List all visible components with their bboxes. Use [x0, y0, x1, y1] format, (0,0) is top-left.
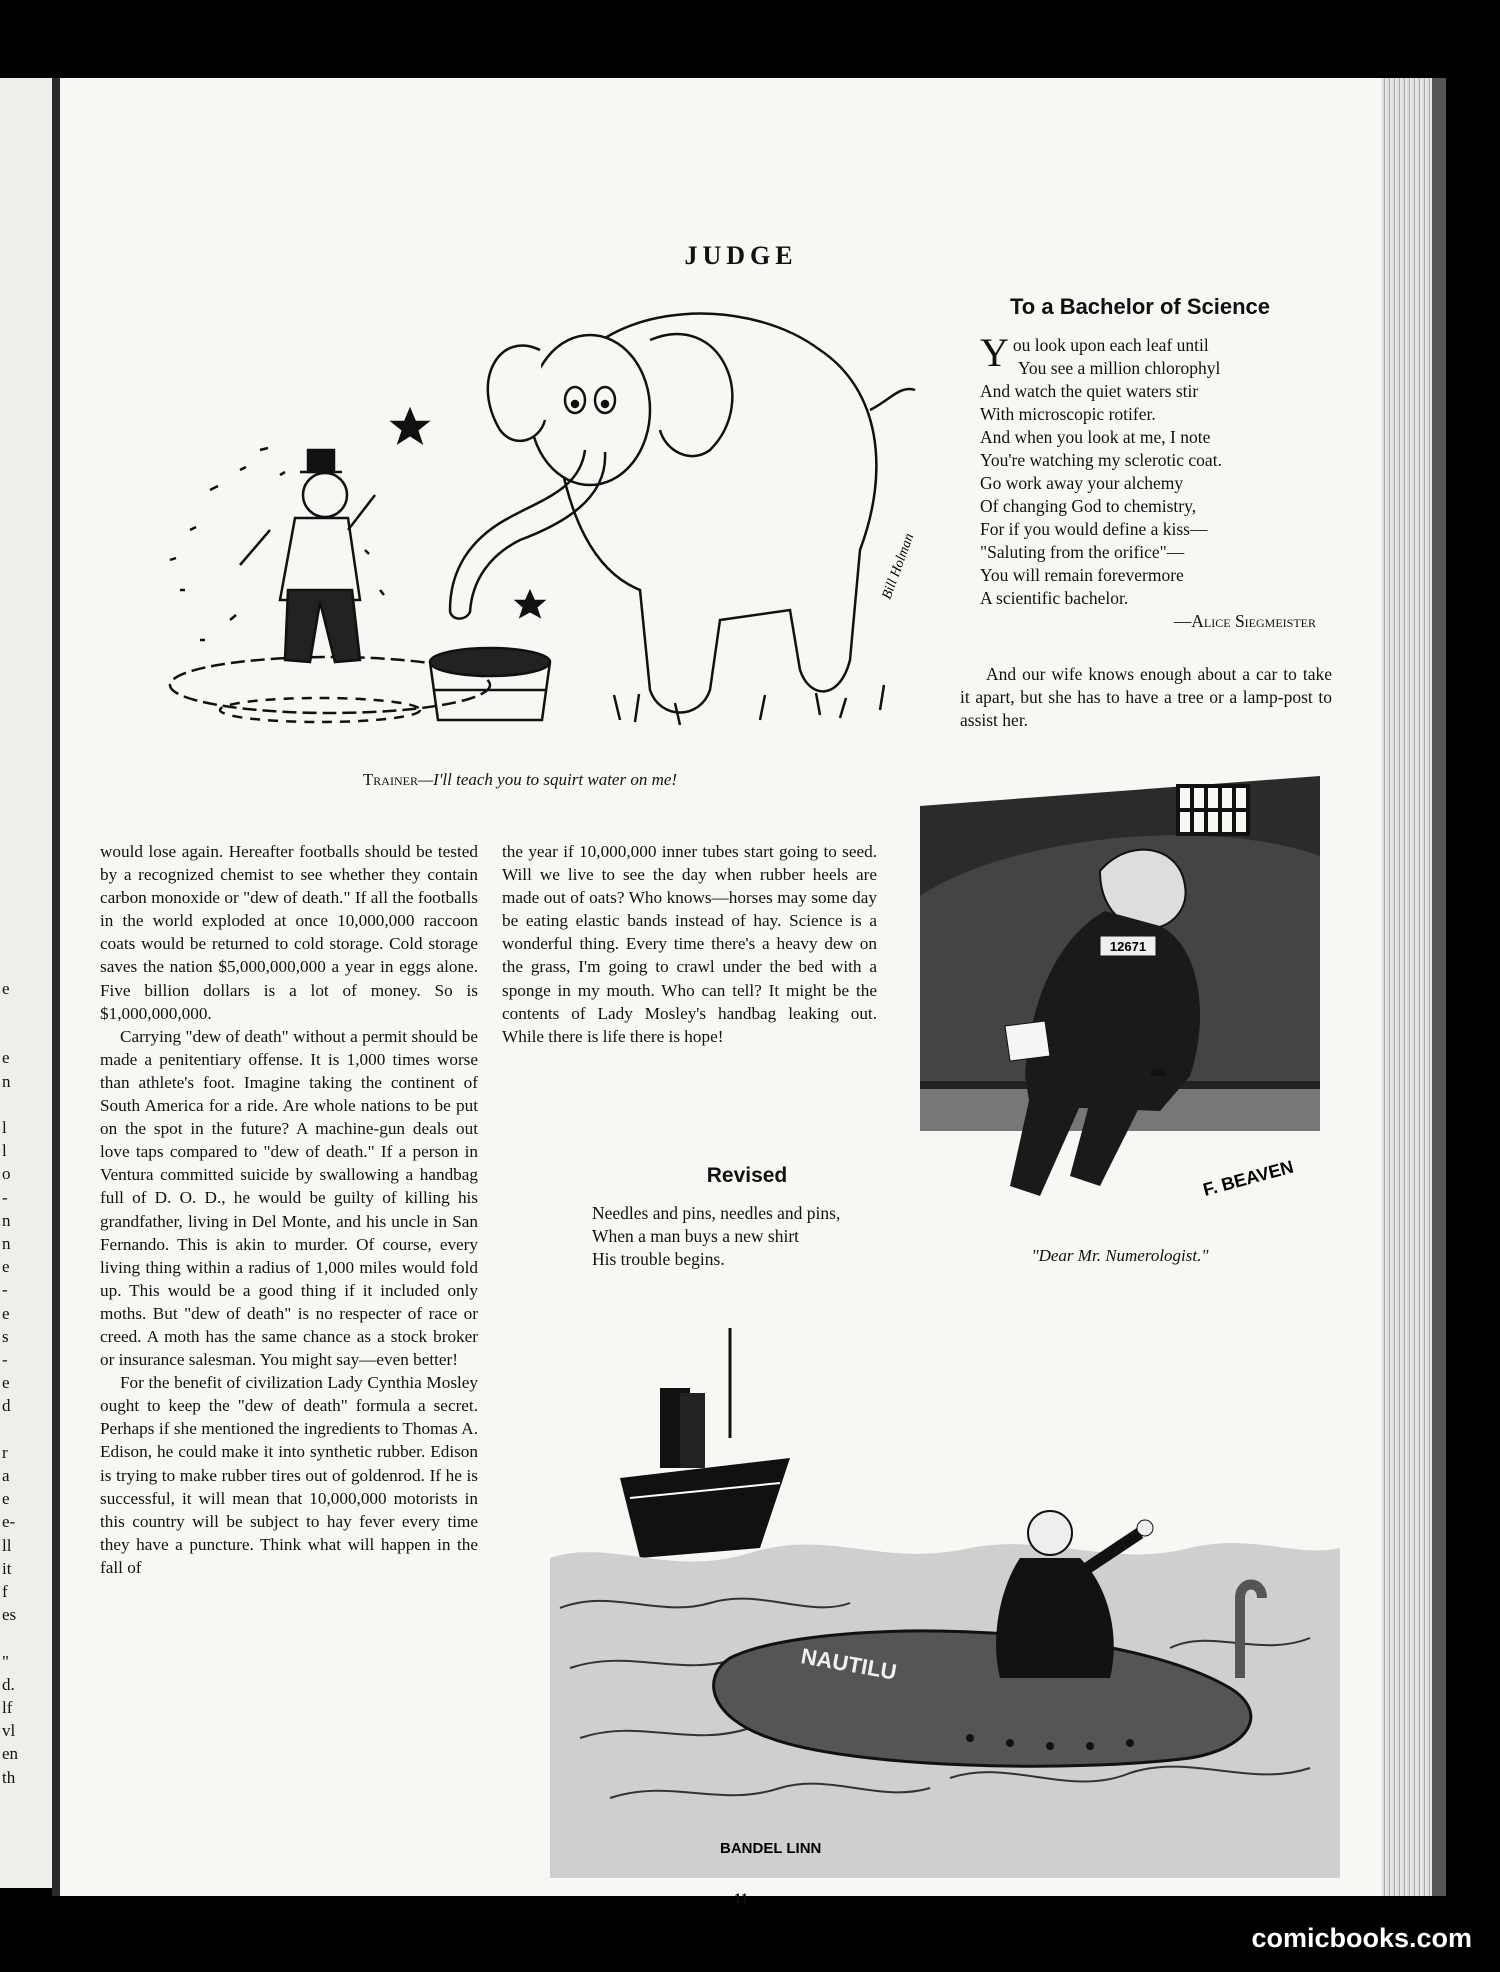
- watermark: comicbooks.com: [1251, 1923, 1472, 1953]
- nautilus-cartoon: [550, 1318, 1340, 1878]
- elephant-illustration: [120, 290, 920, 770]
- poem-author: —Alice Siegmeister: [1173, 611, 1316, 631]
- revised-title: Revised: [706, 1164, 788, 1187]
- revised-poem: [592, 1202, 952, 1271]
- poem-line: And when you look at me, I note: [980, 427, 1211, 447]
- left-page-text-fragment: ll: [2, 1535, 12, 1555]
- left-page-text-fragment: e: [2, 978, 10, 998]
- left-page-text-fragment: es: [2, 1605, 17, 1625]
- left-page-text-fragment: ": [2, 1651, 9, 1671]
- left-page-text-fragment: e: [2, 1257, 10, 1277]
- left-page-text-fragment: e: [2, 1489, 10, 1509]
- elephant-caption: [120, 770, 920, 790]
- left-page-text-fragment: e: [2, 1303, 10, 1323]
- binding-shadow: [1432, 78, 1446, 1896]
- left-page-text-fragment: o: [2, 1164, 11, 1184]
- nautilus-illustration: [550, 1318, 1340, 1878]
- left-page-text-fragment: vl: [2, 1721, 16, 1741]
- poem-line: Of changing God to chemistry,: [980, 496, 1197, 516]
- left-page-text-fragment: s: [2, 1326, 9, 1346]
- poem-title: To a Bachelor of Science: [1009, 294, 1270, 319]
- nautilus-signature: BANDEL LINN: [720, 1840, 822, 1857]
- prisoner-caption: "Dear Mr. Numerologist.": [1031, 1246, 1209, 1265]
- article-paragraph: Carrying "dew of death" without a permit should be made a penitentiary offense. It is 1,000 times worse than athlete's foot. Imagine taking the continent of South America for a ride. Are whole nations to be put on the spot in the future? A machine-gun deals out love taps compared to "dew of death." If a person in Ventura committed suicide by swallowing a handbag full of D. O. D., he would be guilty of killing his grandfather, living in Del Monte, and his uncle in San Fernando. This is akin to murder. Of course, every living thing within a radius of 1,000 miles would fold up. This would be a good thing if it included only moths. But "dew of death" is no respecter of race or creed. A moth has the same chance as a stock broker or insurance salesman. You might say—even better!: [100, 1026, 478, 1370]
- left-page-text-fragment: n: [2, 1071, 11, 1091]
- filler-paragraph: And our wife knows enough about a car to take it apart, but she has to have a tree or a lamp-post to assist her.: [960, 664, 1332, 730]
- masthead: JUDGE: [684, 241, 798, 270]
- poem-line: For if you would define a kiss—: [980, 519, 1208, 539]
- prisoner-cartoon: [910, 776, 1330, 1216]
- left-page-text-fragment: -: [2, 1187, 8, 1207]
- left-page-text-fragment: a: [2, 1466, 10, 1485]
- left-page-text-fragment: -: [2, 1280, 8, 1300]
- left-page-text-fragment: l: [2, 1141, 7, 1161]
- caption-speaker: Trainer: [362, 770, 418, 789]
- article-column-2: [502, 840, 877, 1048]
- left-page-text-fragment: r: [2, 1442, 8, 1462]
- left-page-text-fragment: en: [2, 1744, 19, 1764]
- revised-line: When a man buys a new shirt: [592, 1226, 800, 1246]
- left-page-text-fragment: it: [2, 1558, 12, 1578]
- left-page-text-fragment: l: [2, 1118, 7, 1137]
- prisoner-badge: 12671: [1109, 939, 1147, 954]
- poem-line: You will remain forevermore: [980, 565, 1184, 585]
- left-page-text-fragment: f: [2, 1582, 8, 1601]
- poem-line: With microscopic rotifer.: [980, 404, 1156, 424]
- prisoner-signature: F. BEAVEN: [1200, 1156, 1296, 1200]
- poem-line: You're watching my sclerotic coat.: [980, 450, 1222, 470]
- magazine-page: [52, 78, 1382, 1907]
- caption-text: —I'll teach you to squirt water on me!: [417, 770, 678, 789]
- left-page-text-fragment: th: [2, 1767, 16, 1787]
- left-page-text-fragment: e-: [2, 1512, 16, 1532]
- poem-line: And watch the quiet waters stir: [980, 381, 1199, 401]
- poem-line: A scientific bachelor.: [980, 588, 1129, 608]
- left-page-text-fragment: -: [2, 1350, 8, 1369]
- left-page-text-fragment: d: [2, 1396, 11, 1416]
- left-page-text-fragment: d.: [2, 1674, 15, 1694]
- poem-dropcap: Y: [980, 330, 1009, 375]
- poem-line: You see a million chlorophyl: [1018, 358, 1221, 378]
- poem-line: Go work away your alchemy: [980, 473, 1184, 493]
- revised-line: Needles and pins, needles and pins,: [592, 1203, 841, 1223]
- submarine-hull-text: NAUTILU: [799, 1643, 899, 1685]
- left-page-text-fragment: lf: [2, 1698, 13, 1717]
- elephant-signature: Bill Holman: [879, 531, 918, 602]
- left-page-edge: [0, 78, 55, 1888]
- article-paragraph: For the benefit of civilization Lady Cynthia Mosley ought to keep the "dew of death" formula a secret. Perhaps if she mentioned the ingredients to Thomas A. Edison, he could make it into synthetic rubber. Edison is trying to make rubber tires out of goldenrod. If he is successful, it will mean that 10,000,000 motorists in this country will be subject to hay fever every time they have a puncture. Think what will happen in the fall of: [100, 1373, 478, 1577]
- revised-line: His trouble begins.: [592, 1249, 725, 1269]
- prisoner-illustration: [910, 776, 1330, 1216]
- poem-line: "Saluting from the orifice"—: [980, 542, 1185, 562]
- article-col2-paragraph: the year if 10,000,000 inner tubes start going to seed. Will we live to see the day when rubber heels are made out of oats? Who knows—horses may some day be eating elastic bands instead of hay. Science is a wonderful thing. Every time there's a heavy dew on the grass, I'm going to crawl under the bed with a sponge in my mouth. Who can tell? It might be the contents of Lady Mosley's handbag leaking out. While there is life there is hope!: [502, 842, 877, 1046]
- poem-line: ou look upon each leaf until: [1012, 335, 1209, 355]
- page-number: 11: [733, 1891, 749, 1907]
- left-page-text-fragment: e: [2, 1373, 10, 1393]
- left-page-text-fragment: n: [2, 1210, 11, 1230]
- left-page-text-fragment: e: [2, 1048, 10, 1068]
- left-page-text-fragment: n: [2, 1234, 11, 1253]
- poem-body: [980, 330, 1330, 633]
- page-stack-edge: [1382, 78, 1432, 1896]
- article-column-1: [100, 840, 478, 1579]
- article-paragraph: would lose again. Hereafter footballs should be tested by a recognized chemist to see whether they contain carbon monoxide or "dew of death." If all the footballs in the world exploded at once 10,000,000 raccoon coats would be returned to cold storage. Cold storage saves the nation $5,000,000,000 a year in eggs alone. Five billion dollars is a lot of money. So is $1,000,000,000.: [100, 842, 478, 1023]
- elephant-cartoon: [120, 290, 920, 770]
